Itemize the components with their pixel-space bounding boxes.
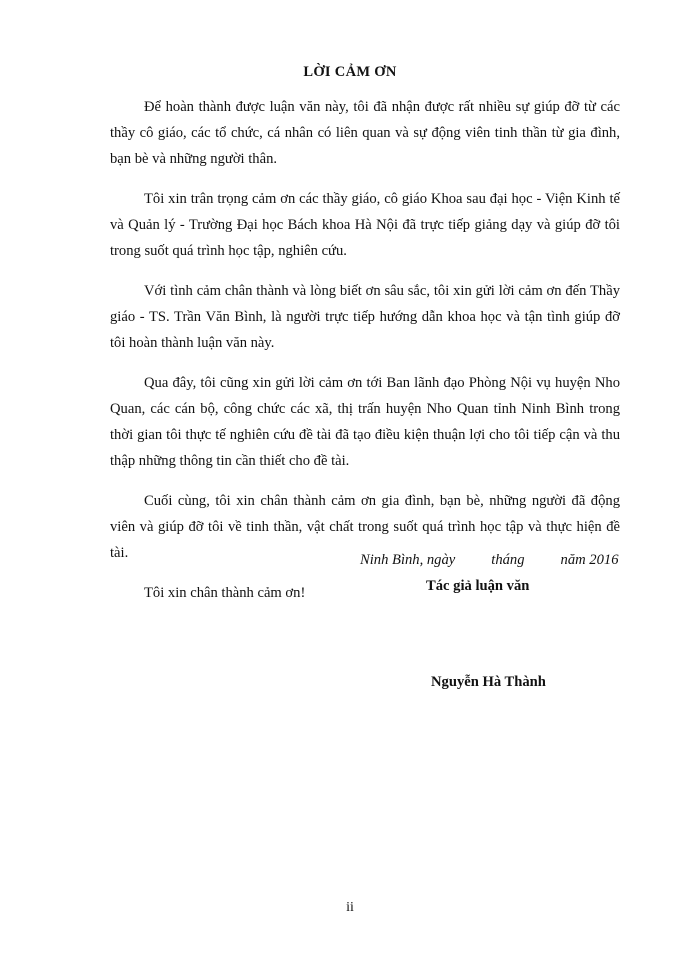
paragraph-2: Tôi xin trân trọng cảm ơn các thầy giáo, cô giáo Khoa sau đại học - Viện Kinh tế và Quản lý - Trường Đại học Bách khoa Hà Nội đã trực tiếp giảng dạy và giúp đỡ tôi trong suốt quá trình học tập, nghiên cứu. — [110, 191, 620, 259]
date-line — [360, 552, 640, 569]
paragraph-5: Cuối cùng, tôi xin chân thành cảm ơn gia đình, bạn bè, những người đã động viên và giúp đỡ tôi về tinh thần, vật chất trong suốt quá trình học tập và thực hiện đề tài. — [110, 493, 620, 561]
date-year: năm 2016 — [560, 552, 619, 568]
signature-block — [360, 552, 640, 690]
paragraph-6: Tôi xin chân thành cảm ơn! — [144, 585, 306, 601]
page-number: ii — [346, 900, 354, 915]
paragraph-4: Qua đây, tôi cũng xin gửi lời cảm ơn tới Ban lãnh đạo Phòng Nội vụ huyện Nho Quan, các cán bộ, công chức các xã, thị trấn huyện Nho Quan tỉnh Ninh Bình trong thời gian tôi thực tế nghiên cứu đề tài đã tạo điều kiện thuận lợi cho tôi tiếp cận và thu thập những thông tin cần thiết cho đề tài. — [110, 375, 620, 469]
page-title: LỜI CẢM ƠN — [303, 64, 397, 80]
author-role: Tác giả luận văn — [426, 578, 530, 594]
date-month: tháng — [491, 552, 525, 568]
paragraph-3: Với tình cảm chân thành và lòng biết ơn sâu sắc, tôi xin gửi lời cảm ơn đến Thầy giáo - TS. Trần Văn Bình, là người trực tiếp hướng dẫn khoa học và tận tình giúp đỡ tôi hoàn thành luận văn này. — [110, 283, 620, 351]
acknowledgement-body — [110, 94, 620, 620]
date-place: Ninh Bình, ngày — [360, 552, 456, 568]
paragraph-1: Để hoàn thành được luận văn này, tôi đã nhận được rất nhiều sự giúp đỡ từ các thầy cô giáo, các tổ chức, cá nhân có liên quan và sự động viên tinh thần từ gia đình, bạn bè và những người thân. — [110, 99, 620, 167]
author-name: Nguyễn Hà Thành — [431, 674, 546, 690]
